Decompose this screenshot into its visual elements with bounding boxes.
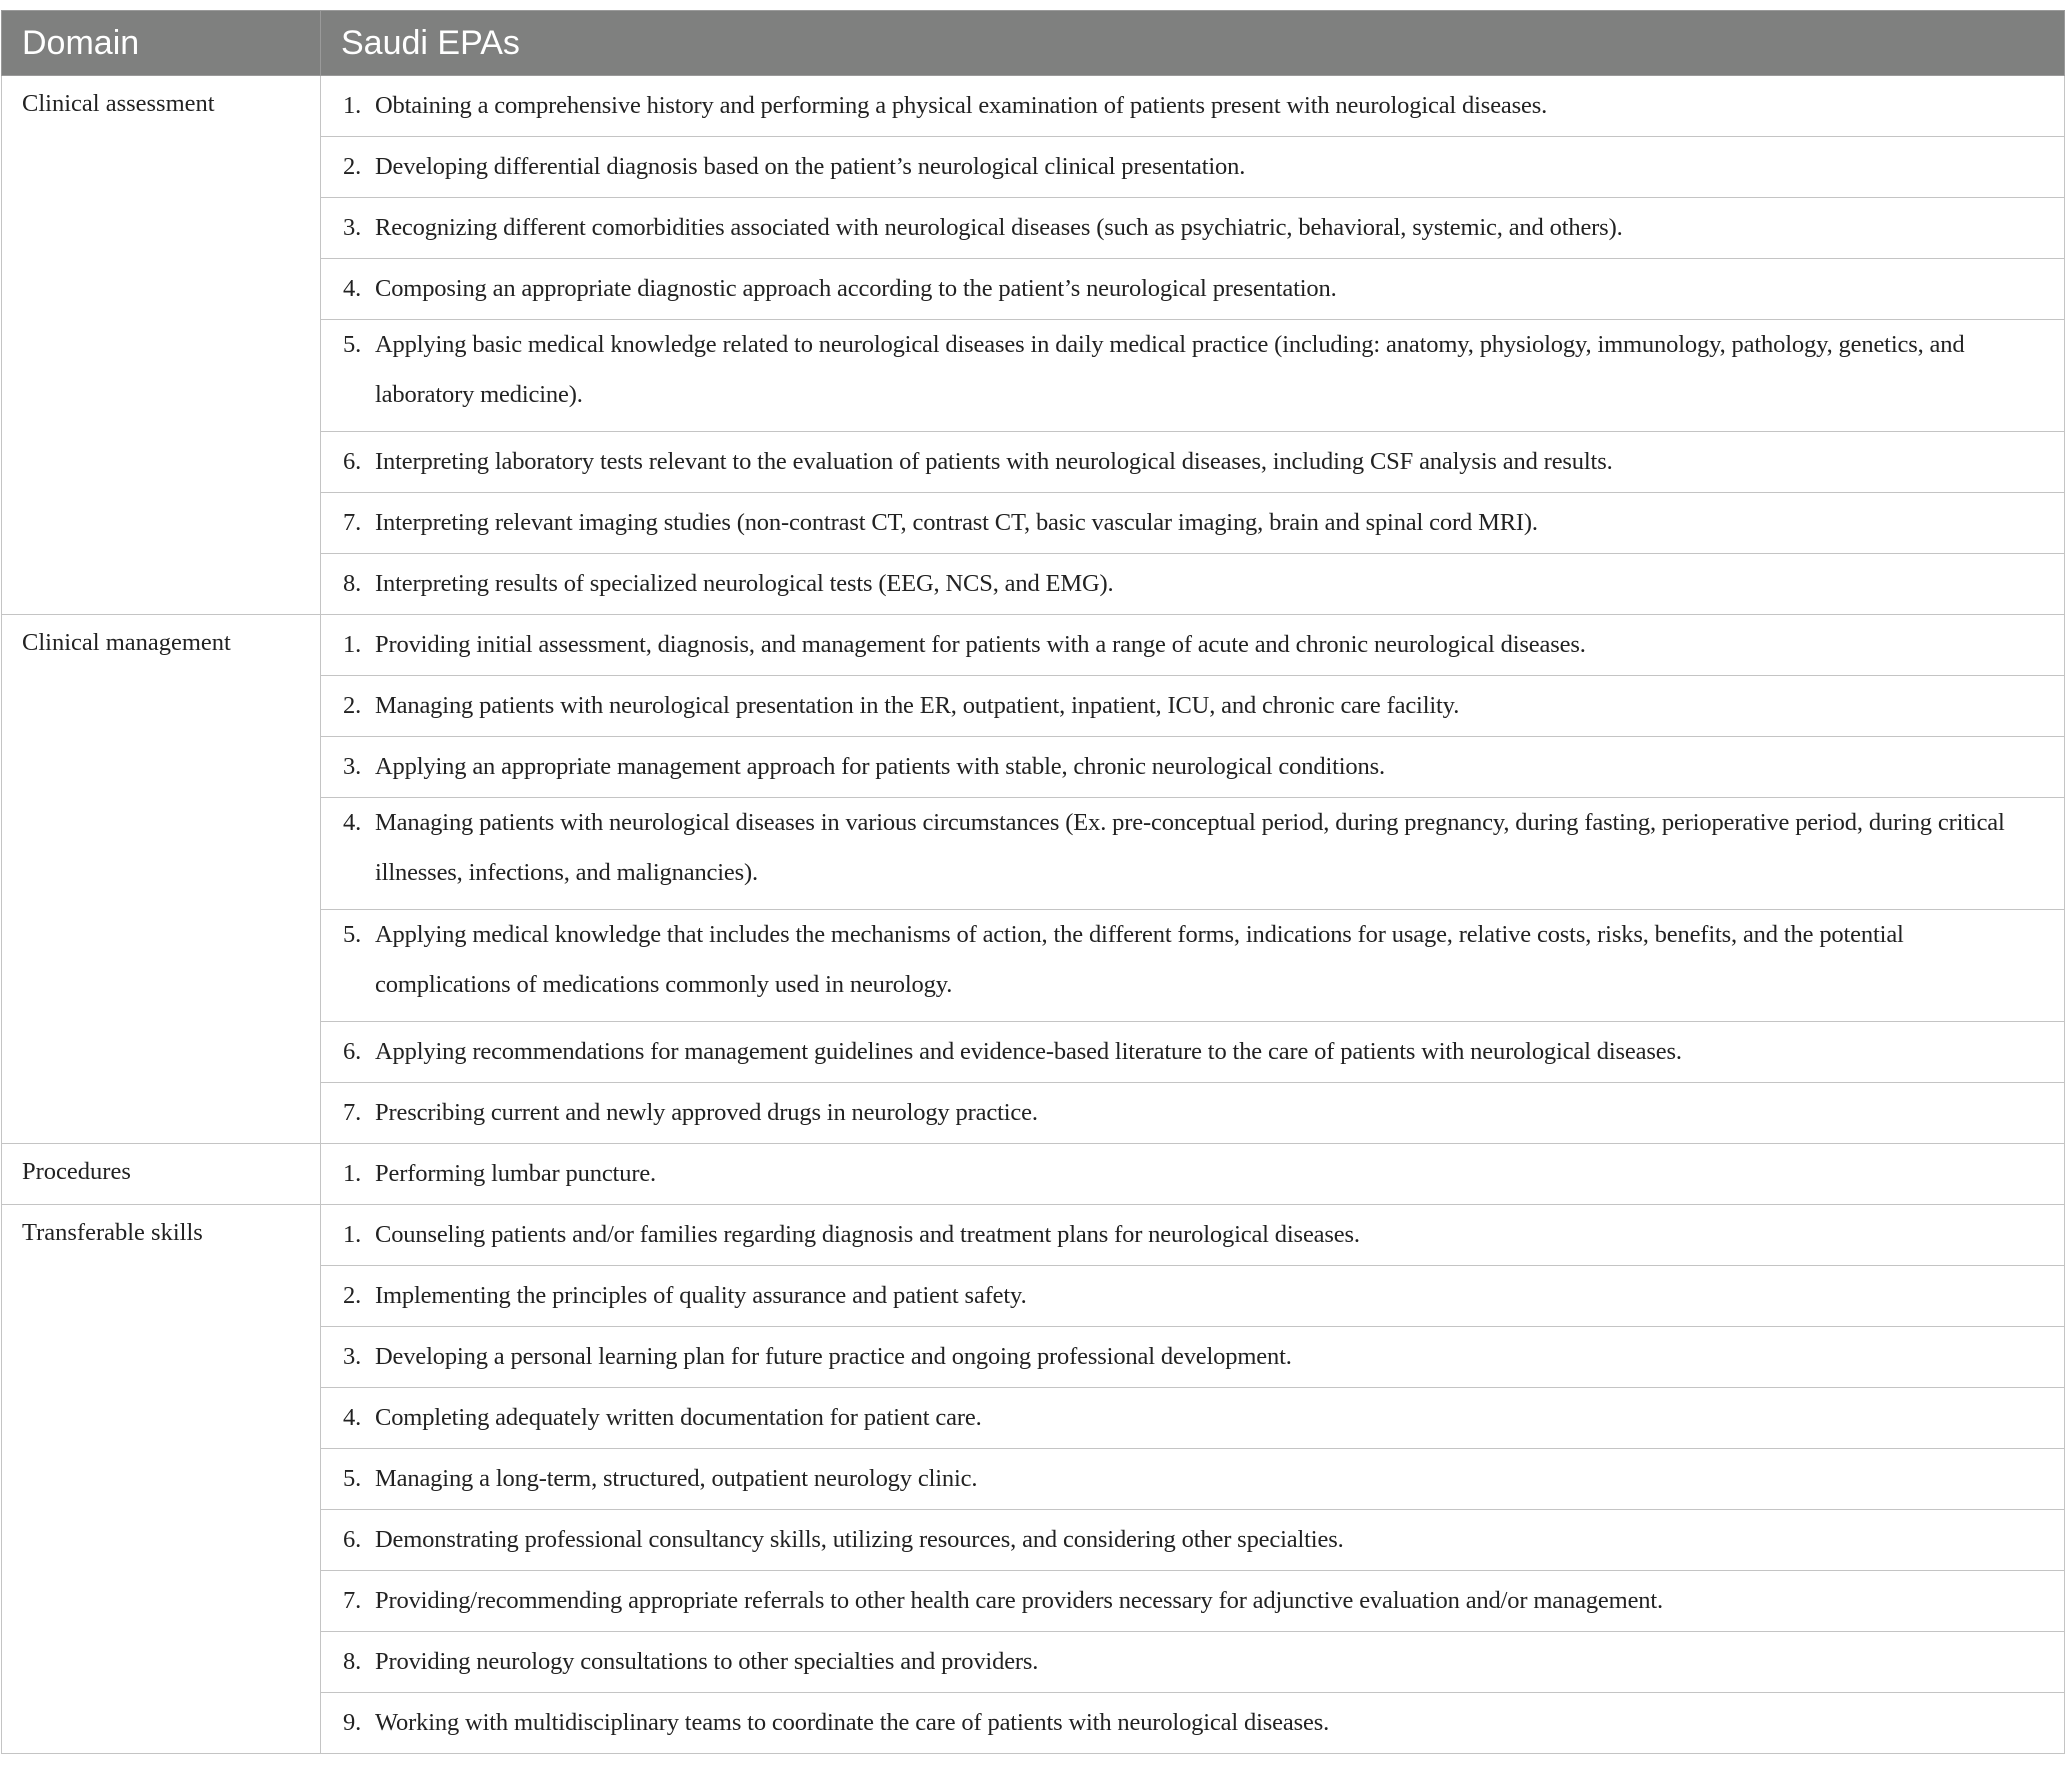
epa-number: 3. xyxy=(343,753,362,780)
epa-number: 2. xyxy=(343,153,362,180)
epa-text: Providing/recommending appropriate referrals to other health care providers necessary for adjunctive evaluation and/or management. xyxy=(375,1587,1664,1614)
epa-cell xyxy=(321,798,2065,910)
epa-item xyxy=(343,137,2044,197)
epa-cell xyxy=(321,432,2065,493)
epa-item xyxy=(343,1510,2044,1570)
epa-text: Developing a personal learning plan for future practice and ongoing professional development. xyxy=(375,1343,1292,1370)
table-row xyxy=(2,615,2065,676)
epa-text: Developing differential diagnosis based on the patient’s neurological clinical presentation. xyxy=(375,153,1246,180)
epa-cell xyxy=(321,1205,2065,1266)
epa-text: Managing patients with neurological diseases in various circumstances (Ex. pre-conceptual period, during pregnancy, during fasting, perioperative period, during critical illnesses, infections, and malignancies). xyxy=(375,809,2005,886)
epa-number: 6. xyxy=(343,1038,362,1065)
epa-text: Managing a long-term, structured, outpatient neurology clinic. xyxy=(375,1465,978,1492)
epa-text: Completing adequately written documentation for patient care. xyxy=(375,1404,982,1431)
epa-item xyxy=(343,1327,2044,1387)
epa-number: 7. xyxy=(343,1099,362,1126)
epa-number: 1. xyxy=(343,1221,362,1248)
epa-text: Interpreting relevant imaging studies (non-contrast CT, contrast CT, basic vascular imaging, brain and spinal cord MRI). xyxy=(375,509,1538,536)
epa-item xyxy=(343,910,2044,1010)
domain-cell: Clinical assessment xyxy=(2,76,321,615)
epa-text: Prescribing current and newly approved drugs in neurology practice. xyxy=(375,1099,1038,1126)
epa-text: Applying recommendations for management guidelines and evidence-based literature to the care of patients with neurological diseases. xyxy=(375,1038,1682,1065)
epa-item xyxy=(343,1205,2044,1265)
epa-cell xyxy=(321,1571,2065,1632)
table-row xyxy=(2,76,2065,137)
epa-cell xyxy=(321,1449,2065,1510)
epa-cell xyxy=(321,1693,2065,1754)
epa-cell xyxy=(321,1632,2065,1693)
epa-cell xyxy=(321,493,2065,554)
epa-cell xyxy=(321,1083,2065,1144)
epa-number: 1. xyxy=(343,92,362,119)
epa-item xyxy=(343,798,2044,898)
epa-number: 6. xyxy=(343,1526,362,1553)
epa-number: 5. xyxy=(343,1465,362,1492)
epa-cell xyxy=(321,76,2065,137)
epa-cell xyxy=(321,137,2065,198)
epa-text: Composing an appropriate diagnostic approach according to the patient’s neurological presentation. xyxy=(375,275,1337,302)
domain-cell: Procedures xyxy=(2,1144,321,1205)
epa-item xyxy=(343,1388,2044,1448)
epa-number: 7. xyxy=(343,1587,362,1614)
epa-number: 4. xyxy=(343,1404,362,1431)
epa-cell xyxy=(321,1022,2065,1083)
table-header-row xyxy=(2,11,2065,76)
epa-cell xyxy=(321,259,2065,320)
epa-number: 2. xyxy=(343,1282,362,1309)
epa-text: Managing patients with neurological presentation in the ER, outpatient, inpatient, ICU, and chronic care facility. xyxy=(375,692,1460,719)
epa-number: 8. xyxy=(343,570,362,597)
epa-text: Applying basic medical knowledge related to neurological diseases in daily medical practice (including: anatomy, physiology, immunology, pathology, genetics, and laboratory medicine). xyxy=(375,331,1965,408)
epa-item xyxy=(343,1571,2044,1631)
epa-item xyxy=(343,1693,2044,1753)
epa-text: Applying an appropriate management approach for patients with stable, chronic neurological conditions. xyxy=(375,753,1385,780)
epa-item xyxy=(343,76,2044,136)
epa-number: 5. xyxy=(343,331,362,358)
epa-cell xyxy=(321,737,2065,798)
epa-item xyxy=(343,1144,2044,1204)
epa-number: 7. xyxy=(343,509,362,536)
epa-text: Providing neurology consultations to other specialties and providers. xyxy=(375,1648,1039,1675)
epa-number: 6. xyxy=(343,448,362,475)
epa-text: Demonstrating professional consultancy skills, utilizing resources, and considering other specialties. xyxy=(375,1526,1344,1553)
saudi-epas-table xyxy=(1,10,2065,1754)
epa-item xyxy=(343,432,2044,492)
epa-cell xyxy=(321,615,2065,676)
epa-number: 8. xyxy=(343,1648,362,1675)
epa-text: Obtaining a comprehensive history and performing a physical examination of patients present with neurological diseases. xyxy=(375,92,1548,119)
header-saudi-epas: Saudi EPAs xyxy=(321,11,2065,76)
header-domain: Domain xyxy=(2,11,321,76)
epa-cell xyxy=(321,1327,2065,1388)
epa-cell xyxy=(321,198,2065,259)
domain-cell: Clinical management xyxy=(2,615,321,1144)
epa-item xyxy=(343,554,2044,614)
epa-item xyxy=(343,1266,2044,1326)
epa-item xyxy=(343,1632,2044,1692)
table-row xyxy=(2,1205,2065,1266)
epa-cell xyxy=(321,910,2065,1022)
epa-number: 1. xyxy=(343,1160,362,1187)
epa-text: Recognizing different comorbidities associated with neurological diseases (such as psychiatric, behavioral, systemic, and others). xyxy=(375,214,1623,241)
epa-text: Applying medical knowledge that includes the mechanisms of action, the different forms, indications for usage, relative costs, risks, benefits, and the potential complications of medications commonly used in neurology. xyxy=(375,921,1904,998)
epa-item xyxy=(343,198,2044,258)
epa-number: 4. xyxy=(343,275,362,302)
epa-number: 9. xyxy=(343,1709,362,1736)
epa-cell xyxy=(321,554,2065,615)
epa-number: 3. xyxy=(343,1343,362,1370)
epa-item xyxy=(343,676,2044,736)
table-body xyxy=(2,76,2065,1754)
epa-item xyxy=(343,1449,2044,1509)
epa-item xyxy=(343,1022,2044,1082)
domain-cell: Transferable skills xyxy=(2,1205,321,1754)
epa-cell xyxy=(321,320,2065,432)
epa-item xyxy=(343,1083,2044,1143)
epa-text: Counseling patients and/or families regarding diagnosis and treatment plans for neurological diseases. xyxy=(375,1221,1360,1248)
epa-number: 4. xyxy=(343,809,362,836)
epa-text: Interpreting results of specialized neurological tests (EEG, NCS, and EMG). xyxy=(375,570,1114,597)
epa-number: 2. xyxy=(343,692,362,719)
table-row xyxy=(2,1144,2065,1205)
epa-cell xyxy=(321,1266,2065,1327)
epa-cell xyxy=(321,1144,2065,1205)
epa-item xyxy=(343,493,2044,553)
epa-item xyxy=(343,615,2044,675)
epa-cell xyxy=(321,1510,2065,1571)
epa-item xyxy=(343,259,2044,319)
epa-text: Providing initial assessment, diagnosis, and management for patients with a range of acute and chronic neurological diseases. xyxy=(375,631,1586,658)
epa-cell xyxy=(321,676,2065,737)
epa-cell xyxy=(321,1388,2065,1449)
epa-text: Working with multidisciplinary teams to coordinate the care of patients with neurological diseases. xyxy=(375,1709,1330,1736)
epa-number: 3. xyxy=(343,214,362,241)
epa-item xyxy=(343,320,2044,420)
epa-number: 1. xyxy=(343,631,362,658)
epa-text: Interpreting laboratory tests relevant to the evaluation of patients with neurological diseases, including CSF analysis and results. xyxy=(375,448,1613,475)
epa-text: Implementing the principles of quality assurance and patient safety. xyxy=(375,1282,1027,1309)
epa-number: 5. xyxy=(343,921,362,948)
epa-text: Performing lumbar puncture. xyxy=(375,1160,657,1187)
epa-item xyxy=(343,737,2044,797)
